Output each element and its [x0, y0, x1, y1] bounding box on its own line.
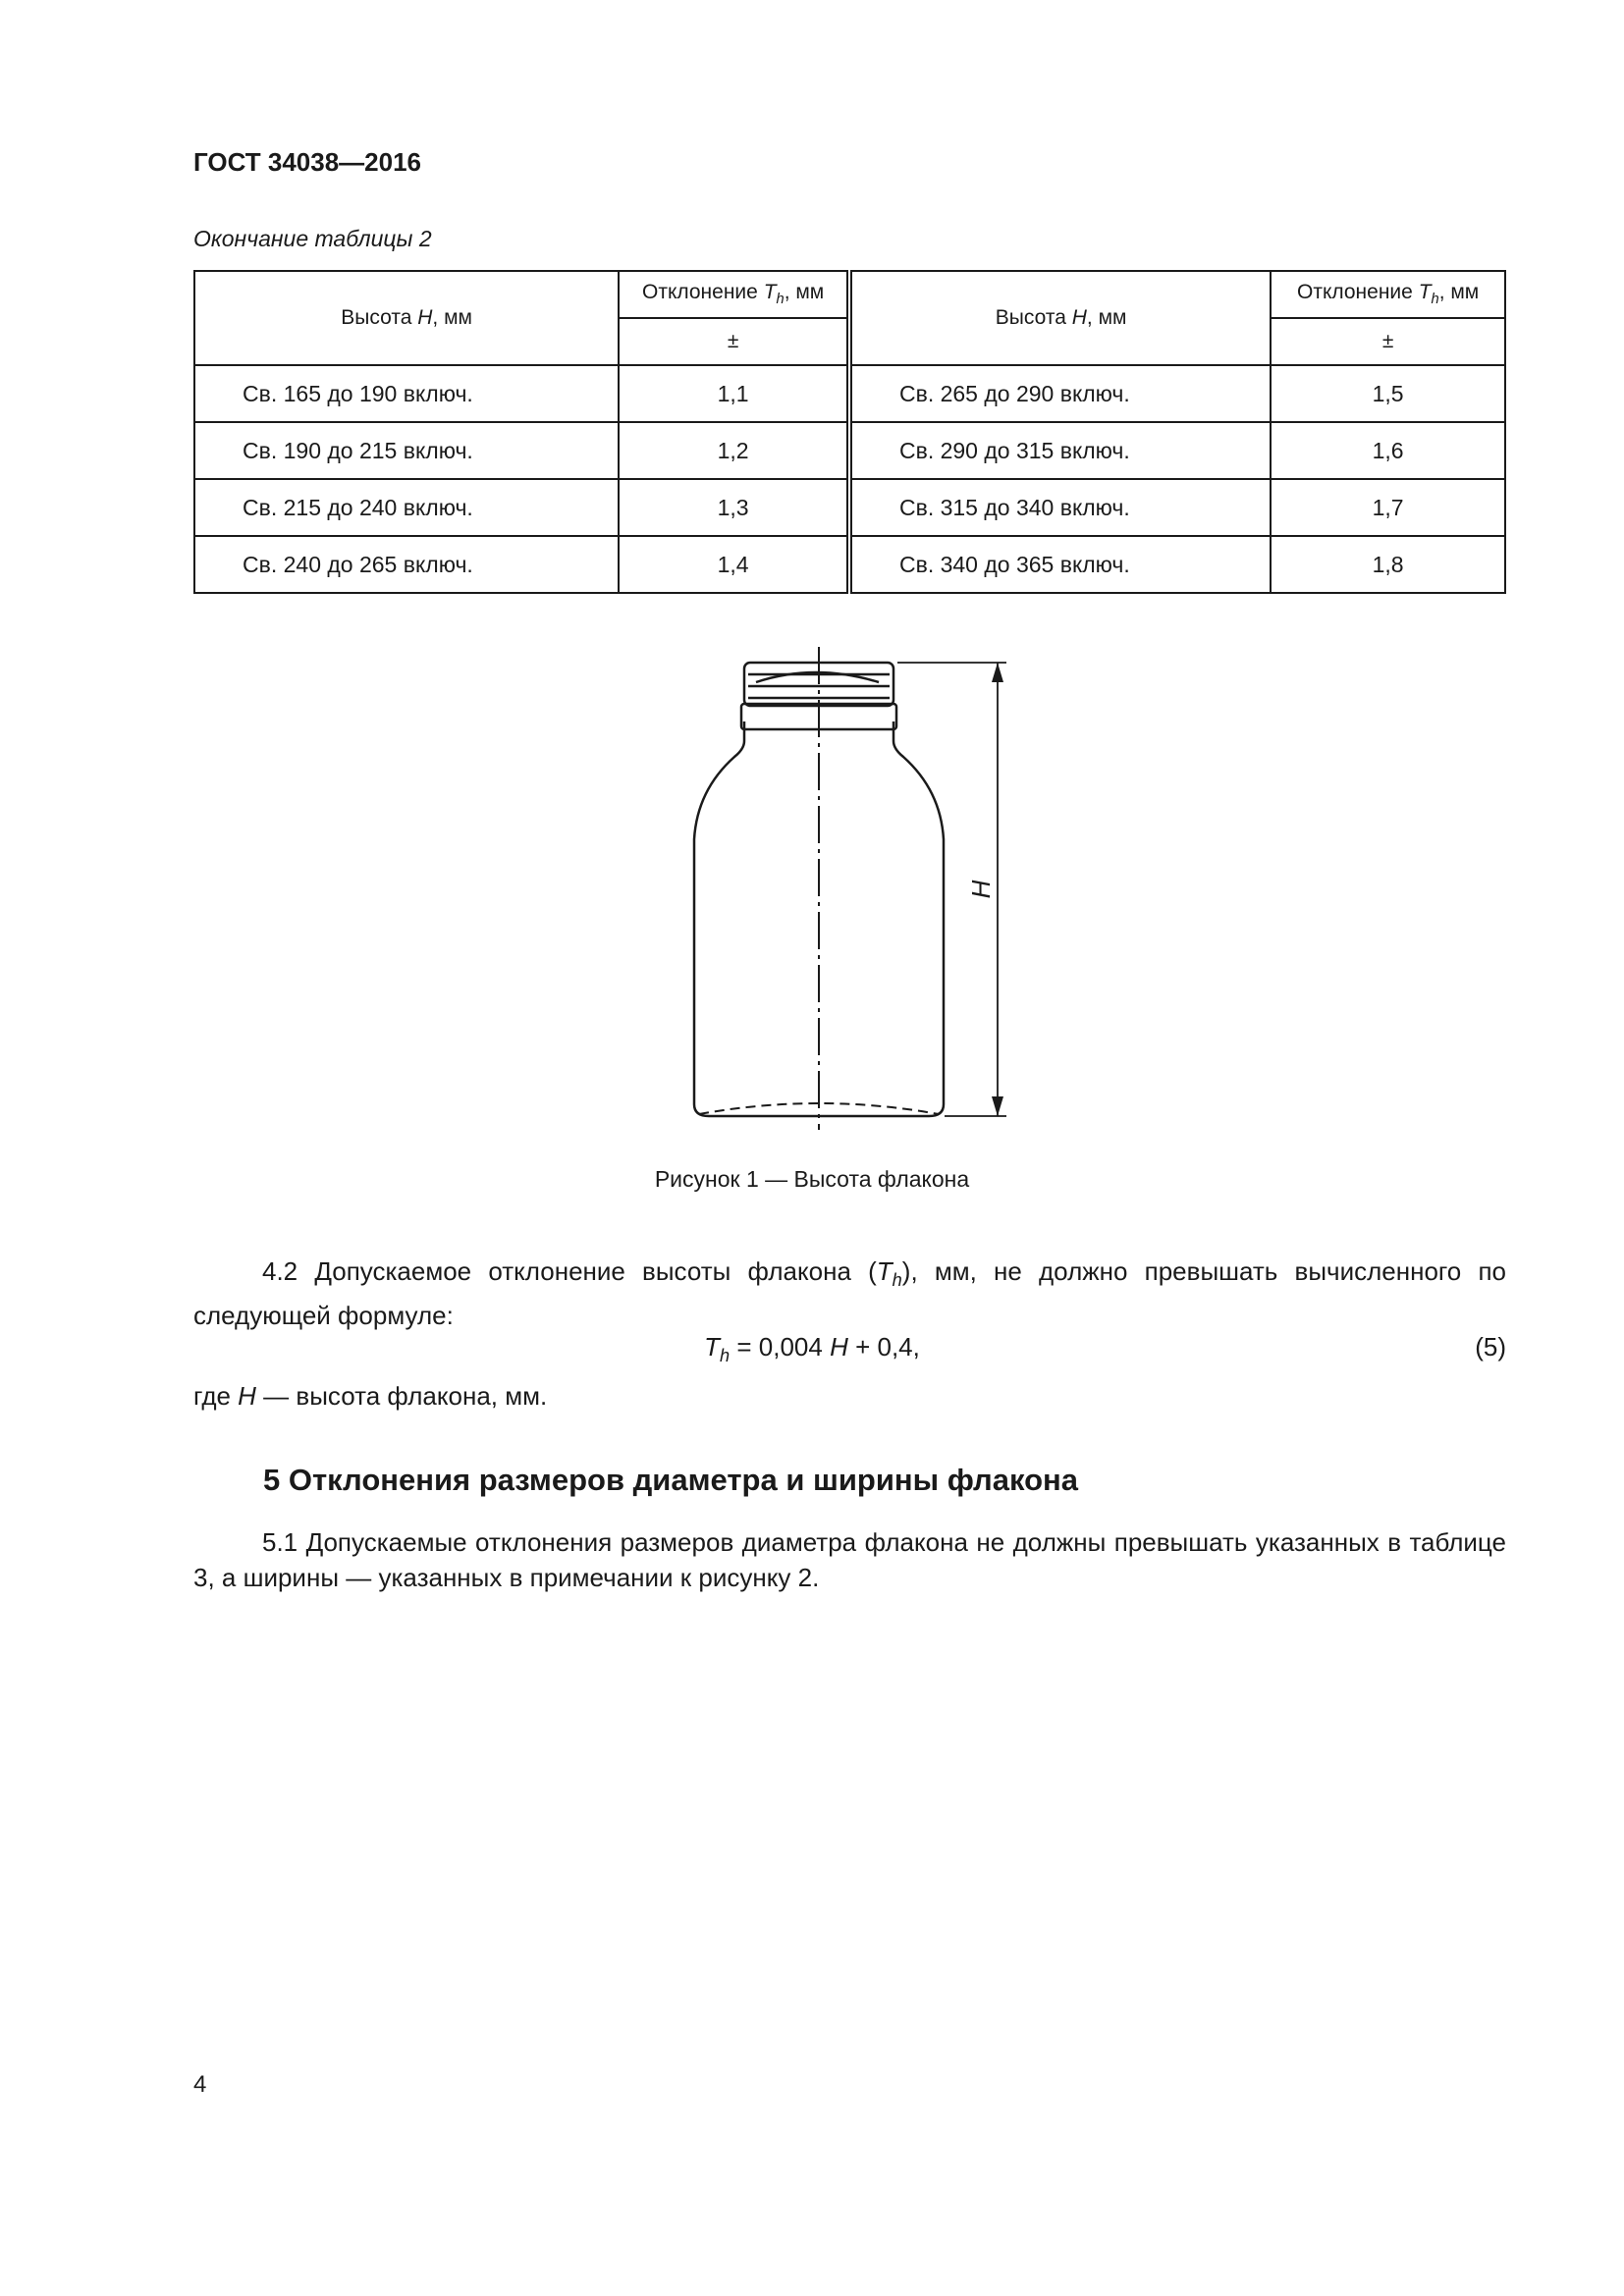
- bottle-height-figure: [677, 643, 1031, 1134]
- deviation-header-left: Отклонение $T_h$, мм: [619, 271, 849, 318]
- table-row: [194, 536, 1505, 593]
- deviation-cell: 1,3: [619, 479, 849, 536]
- dimension-arrow-top: [992, 663, 1003, 682]
- section-title: 5 Отклонения размеров диаметра и ширины флакона: [263, 1463, 1078, 1497]
- paragraph-4-2: 4.2 Допускаемое отклонение высоты флакона $(T_h)$, мм, не должно превышать вычисленного по следующей формуле:: [193, 1256, 1506, 1331]
- deviation-cell: 1,6: [1271, 422, 1505, 479]
- height-deviation-table: [193, 270, 1506, 594]
- deviation-cell: 1,5: [1271, 365, 1505, 422]
- deviation-cell: 1,7: [1271, 479, 1505, 536]
- formula: $T_h = 0,004$ H + 0,4,: [704, 1332, 920, 1366]
- table-caption: Окончание таблицы 2: [193, 226, 432, 251]
- height-header-left: Высота H, мм: [194, 271, 619, 365]
- range-cell: Св. 190 до 215 включ.: [194, 422, 619, 479]
- document-id: ГОСТ 34038—2016: [193, 147, 421, 177]
- deviation-cell: 1,1: [619, 365, 849, 422]
- table-row: [194, 422, 1505, 479]
- plus-minus-left: ±: [619, 318, 849, 365]
- formula-explanation: где H — высота флакона, мм.: [193, 1381, 548, 1411]
- table-row: [194, 479, 1505, 536]
- deviation-cell: 1,4: [619, 536, 849, 593]
- formula-number: (5): [1475, 1332, 1506, 1362]
- range-cell: Св. 240 до 265 включ.: [194, 536, 619, 593]
- deviation-cell: 1,8: [1271, 536, 1505, 593]
- height-header-right: Высота H, мм: [849, 271, 1271, 365]
- paragraph-5-1: 5.1 Допускаемые отклонения размеров диаметра флакона не должны превышать указанных в таблице 3, а ширины — указанных в примечании к рисунку 2.: [193, 1527, 1506, 1592]
- dimension-arrow-bottom: [992, 1096, 1003, 1116]
- range-cell: Св. 290 до 315 включ.: [849, 422, 1271, 479]
- deviation-cell: 1,2: [619, 422, 849, 479]
- table-header-row: [194, 271, 1505, 318]
- dimension-label: H: [966, 880, 996, 899]
- range-cell: Св. 265 до 290 включ.: [849, 365, 1271, 422]
- table-row: [194, 365, 1505, 422]
- range-cell: Св. 165 до 190 включ.: [194, 365, 619, 422]
- page-number: 4: [193, 2071, 207, 2098]
- range-cell: Св. 340 до 365 включ.: [849, 536, 1271, 593]
- range-cell: Св. 315 до 340 включ.: [849, 479, 1271, 536]
- deviation-header-right: Отклонение $T_h$, мм: [1271, 271, 1505, 318]
- plus-minus-right: ±: [1271, 318, 1505, 365]
- range-cell: Св. 215 до 240 включ.: [194, 479, 619, 536]
- figure-caption: Рисунок 1 — Высота флакона: [654, 1166, 970, 1192]
